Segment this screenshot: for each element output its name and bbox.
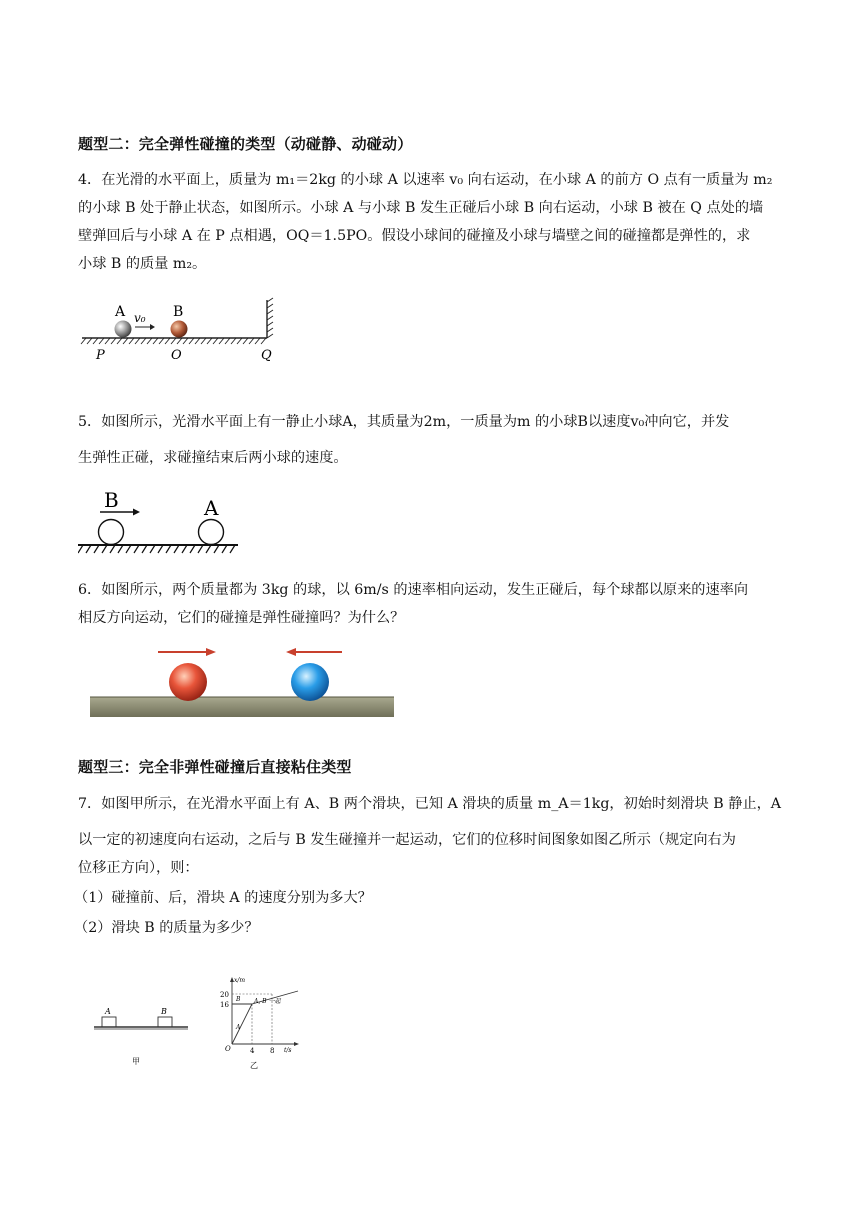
q7-yi-xtick-4: 4 [250,1047,255,1055]
question-5 [78,408,784,472]
q6-arrowhead-left [286,648,296,656]
q6-line-2: 相反方向运动，它们的碰撞是弹性碰撞吗？为什么？ [78,610,405,626]
q4-label-q: Q [261,348,272,363]
q5-figure [78,485,244,557]
q7-jia-label-b: B [161,1007,167,1016]
q7-jia-label-a: A [105,1007,111,1016]
q7-line-1: 7．如图甲所示，在光滑水平面上有 A、B 两个滑块，已知 A 滑块的质量 m_A＝1kg，初始时刻滑块 B 静止，A [78,796,781,812]
q7-yi-line-a [232,1004,252,1044]
q7-block-a [102,1017,116,1027]
question-6 [78,576,784,632]
q4-label-a: A [115,304,126,320]
q4-ground-hatching [81,338,266,344]
q7-yi-ytick-20: 20 [220,991,229,999]
q7-jia-caption: 甲 [132,1057,140,1066]
q4-wall-hatching [267,298,273,338]
q4-line-4: 小球 B 的质量 m₂。 [78,256,207,272]
q6-figure [90,640,396,720]
q7-figure-jia [94,1000,190,1070]
q7-figure-yi [214,974,314,1070]
q4-velocity-arrowhead [150,324,155,330]
q4-line-1: 4．在光滑的水平面上，质量为 m₁＝2kg 的小球 A 以速率 v₀ 向右运动，在小球 A 的前方 O 点有一质量为 m₂ [78,172,773,188]
q4-line-2: 的小球 B 处于静止状态，如图所示。小球 A 与小球 B 发生正碰后小球 B 向右运动，小球 B 被在 Q 点处的墙 [78,200,764,216]
q5-ground-hatching [78,545,235,553]
q5-label-b: B [104,488,119,512]
section-heading-2: 题型二：完全弹性碰撞的类型（动碰静、动碰动） [78,135,413,153]
q7-yi-ytick-16: 16 [220,1001,229,1009]
q5-velocity-arrowhead [133,509,140,516]
q4-label-p: P [96,348,105,363]
q7-yi-xlabel: t/s [284,1047,292,1054]
q7-yi-label-a: A [236,1024,241,1031]
q7-yi-label-together: A, B 一起 [254,998,281,1005]
q4-line-3: 壁弹回后与小球 A 在 P 点相遇，OQ＝1.5PO。假设小球间的碰撞及小球与墙壁之间的碰撞都是弹性的，求 [78,228,751,244]
q7-yi-label-b: B [236,996,241,1003]
q4-label-v0: v₀ [134,311,146,325]
q5-line-2: 生弹性正碰，求碰撞结束后两小球的速度。 [78,450,348,466]
q7-yi-xtick-8: 8 [270,1047,275,1055]
q6-ground [90,697,394,717]
q4-ball-a [115,321,132,338]
q6-ball-blue [291,663,329,701]
q6-line-1: 6．如图所示，两个质量都为 3kg 的球，以 6m/s 的速率相向运动，发生正碰后，每个球都以原来的速率向 [78,582,749,598]
q7-line-5: （2）滑块 B 的质量为多少？ [74,920,259,936]
q4-label-b: B [173,304,184,320]
q4-ball-b [171,321,188,338]
q7-line-3: 位移正方向），则： [78,860,199,876]
q7-line-2: 以一定的初速度向右运动，之后与 B 发生碰撞并一起运动，它们的位移时间图象如图乙所示（规定向右为 [78,832,736,848]
q7-yi-caption: 乙 [250,1061,258,1070]
q7-block-b [158,1017,172,1027]
q7-yi-origin: O [225,1045,231,1053]
q4-figure [80,296,290,366]
q7-yi-ylabel: x/m [234,977,246,984]
question-7 [74,790,784,942]
q7-line-4: （1）碰撞前、后，滑块 A 的速度分别为多大？ [74,890,372,906]
q5-line-1: 5．如图所示，光滑水平面上有一静止小球A，其质量为2m，一质量为m 的小球B以速度v₀冲向它，并发 [78,414,730,430]
q4-label-o: O [171,348,182,363]
q5-label-a: A [204,496,219,520]
q6-ball-red [169,663,207,701]
q5-ball-a [199,520,224,545]
section-heading-3: 题型三：完全非弹性碰撞后直接粘住类型 [78,758,352,776]
question-4 [78,166,784,278]
q5-ball-b [99,520,124,545]
q6-arrowhead-right [206,648,216,656]
